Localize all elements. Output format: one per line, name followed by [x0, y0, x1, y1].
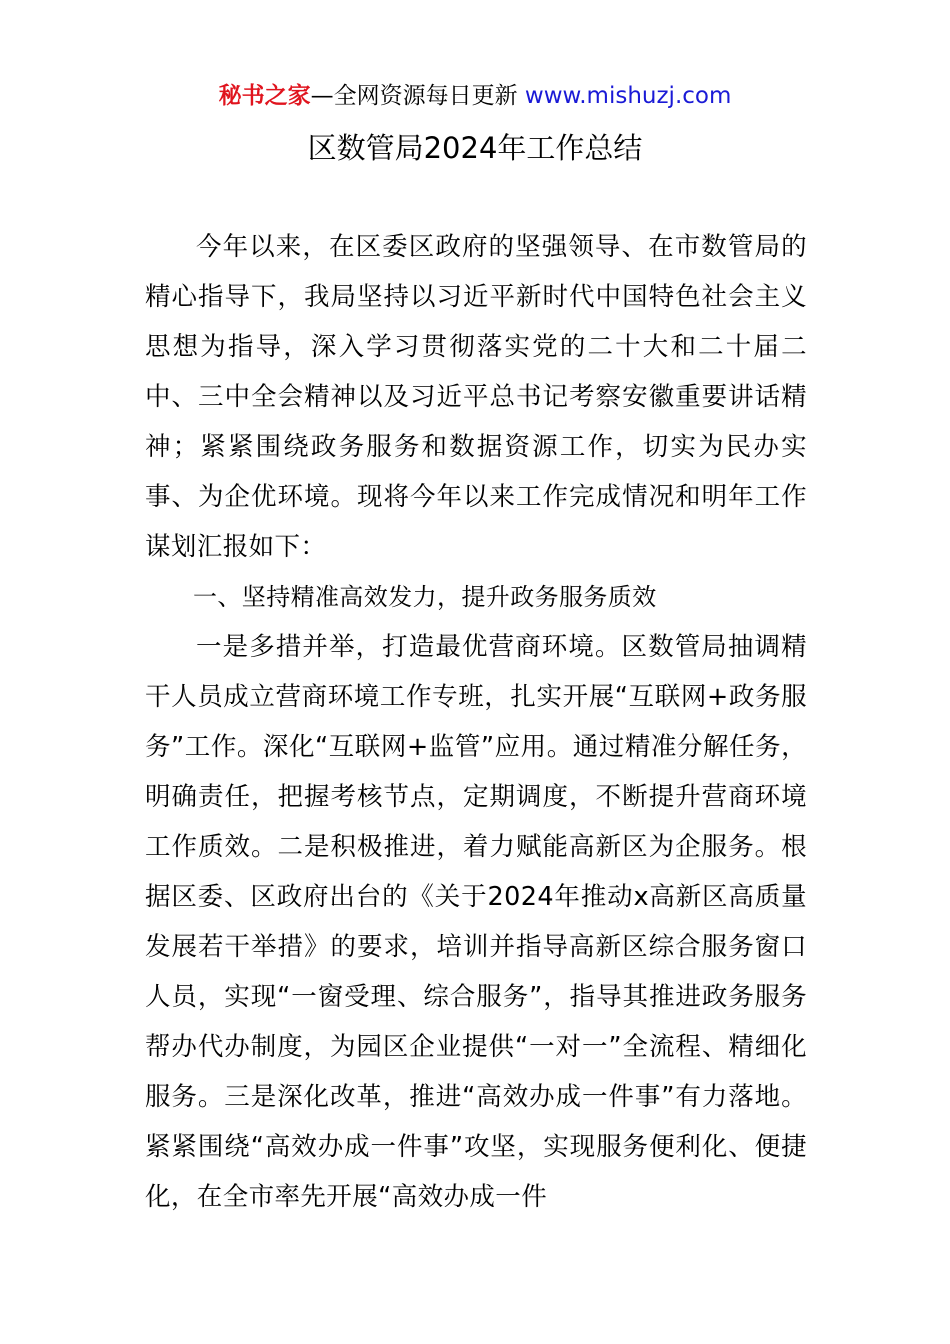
page-title: 区数管局2024年工作总结 — [307, 131, 643, 165]
site-url-link[interactable]: www.mishuzj.com — [524, 83, 732, 109]
brand-name: 秘书之家 — [218, 83, 311, 109]
section-heading: 一、坚持精准高效发力，提升政务服务质效 — [193, 583, 657, 611]
document-body — [145, 222, 807, 1222]
watermark-header — [0, 80, 950, 112]
slogan-text: —全网资源每日更新 — [310, 83, 525, 109]
body-paragraph: 一是多措并举，打造最优营商环境。区数管局抽调精干人员成立营商环境工作专班，扎实开展“互联网+政务服务”工作。深化“互联网+监管”应用。通过精准分解任务，明确责任，把握考核节点，定期调度，不断提升营商环境工作质效。二是积极推进，着力赋能高新区为企服务。根据区委、区政府出台的《关于2024年推动x高新区高质量发展若干举措》的要求，培训并指导高新区综合服务窗口人员，实现“一窗受理、综合服务”，指导其推进政务服务帮办代办制度，为园区企业提供“一对一”全流程、精细化服务。三是深化改革，推进“高效办成一件事”有力落地。紧紧围绕“高效办成一件事”攻坚，实现服务便利化、便捷化，在全市率先开展“高效办成一件 — [145, 632, 807, 1212]
intro-paragraph: 今年以来，在区委区政府的坚强领导、在市数管局的精心指导下，我局坚持以习近平新时代中国特色社会主义思想为指导，深入学习贯彻落实党的二十大和二十届二中、三中全会精神以及习近平总书记考察安徽重要讲话精神；紧紧围绕政务服务和数据资源工作，切实为民办实事、为企优环境。现将今年以来工作完成情况和明年工作谋划汇报如下： — [145, 232, 807, 562]
